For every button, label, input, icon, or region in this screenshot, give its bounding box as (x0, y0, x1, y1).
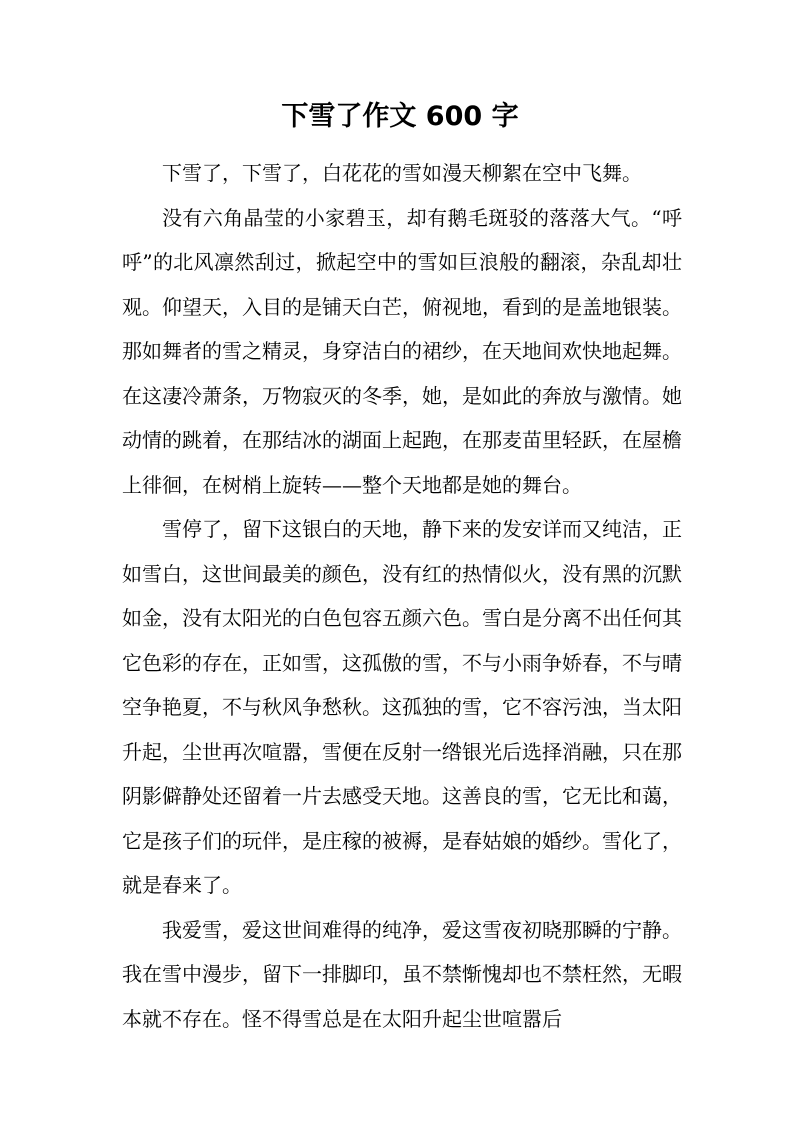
document-title: 下雪了作文 600 字 (281, 101, 519, 132)
paragraph: 没有六角晶莹的小家碧玉，却有鹅毛斑驳的落落大气。“呼呼”的北风凛然刮过，掀起空中的雪如巨浪般的翻滚，杂乱却壮观。仰望天，入目的是铺天白芒，俯视地，看到的是盖地银装。那如舞者的雪之精灵，身穿洁白的裙纱，在天地间欢快地起舞。在这凄冷萧条，万物寂灭的冬季，她，是如此的奔放与激情。她动情的跳着，在那结冰的湖面上起跑，在那麦苗里轻跃，在屋檐上徘徊，在树梢上旋转——整个天地都是她的舞台。 (122, 205, 682, 497)
paragraph: 下雪了，下雪了，白花花的雪如漫天柳絮在空中飞舞。 (162, 161, 642, 185)
paragraph: 雪停了，留下这银白的天地，静下来的发安详而又纯洁，正如雪白，这世间最美的颜色，没有红的热情似火，没有黑的沉默如金，没有太阳光的白色包容五颜六色。雪白是分离不出任何其它色彩的存在，正如雪，这孤傲的雪，不与小雨争娇春，不与晴空争艳夏，不与秋风争愁秋。这孤独的雪，它不容污浊，当太阳升起，尘世再次喧嚣，雪便在反射一绺银光后选择消融，只在那阴影僻静处还留着一片去感受天地。这善良的雪，它无比和蔼，它是孩子们的玩伴，是庄稼的被褥，是春姑娘的婚纱。雪化了，就是春来了。 (122, 517, 682, 897)
paragraph: 我爱雪，爱这世间难得的纯净，爱这雪夜初晓那瞬的宁静。我在雪中漫步，留下一排脚印，虽不禁惭愧却也不禁枉然，无暇本就不存在。怪不得雪总是在太阳升起尘世喧嚣后 (122, 917, 682, 1031)
document-body (122, 151, 682, 1041)
